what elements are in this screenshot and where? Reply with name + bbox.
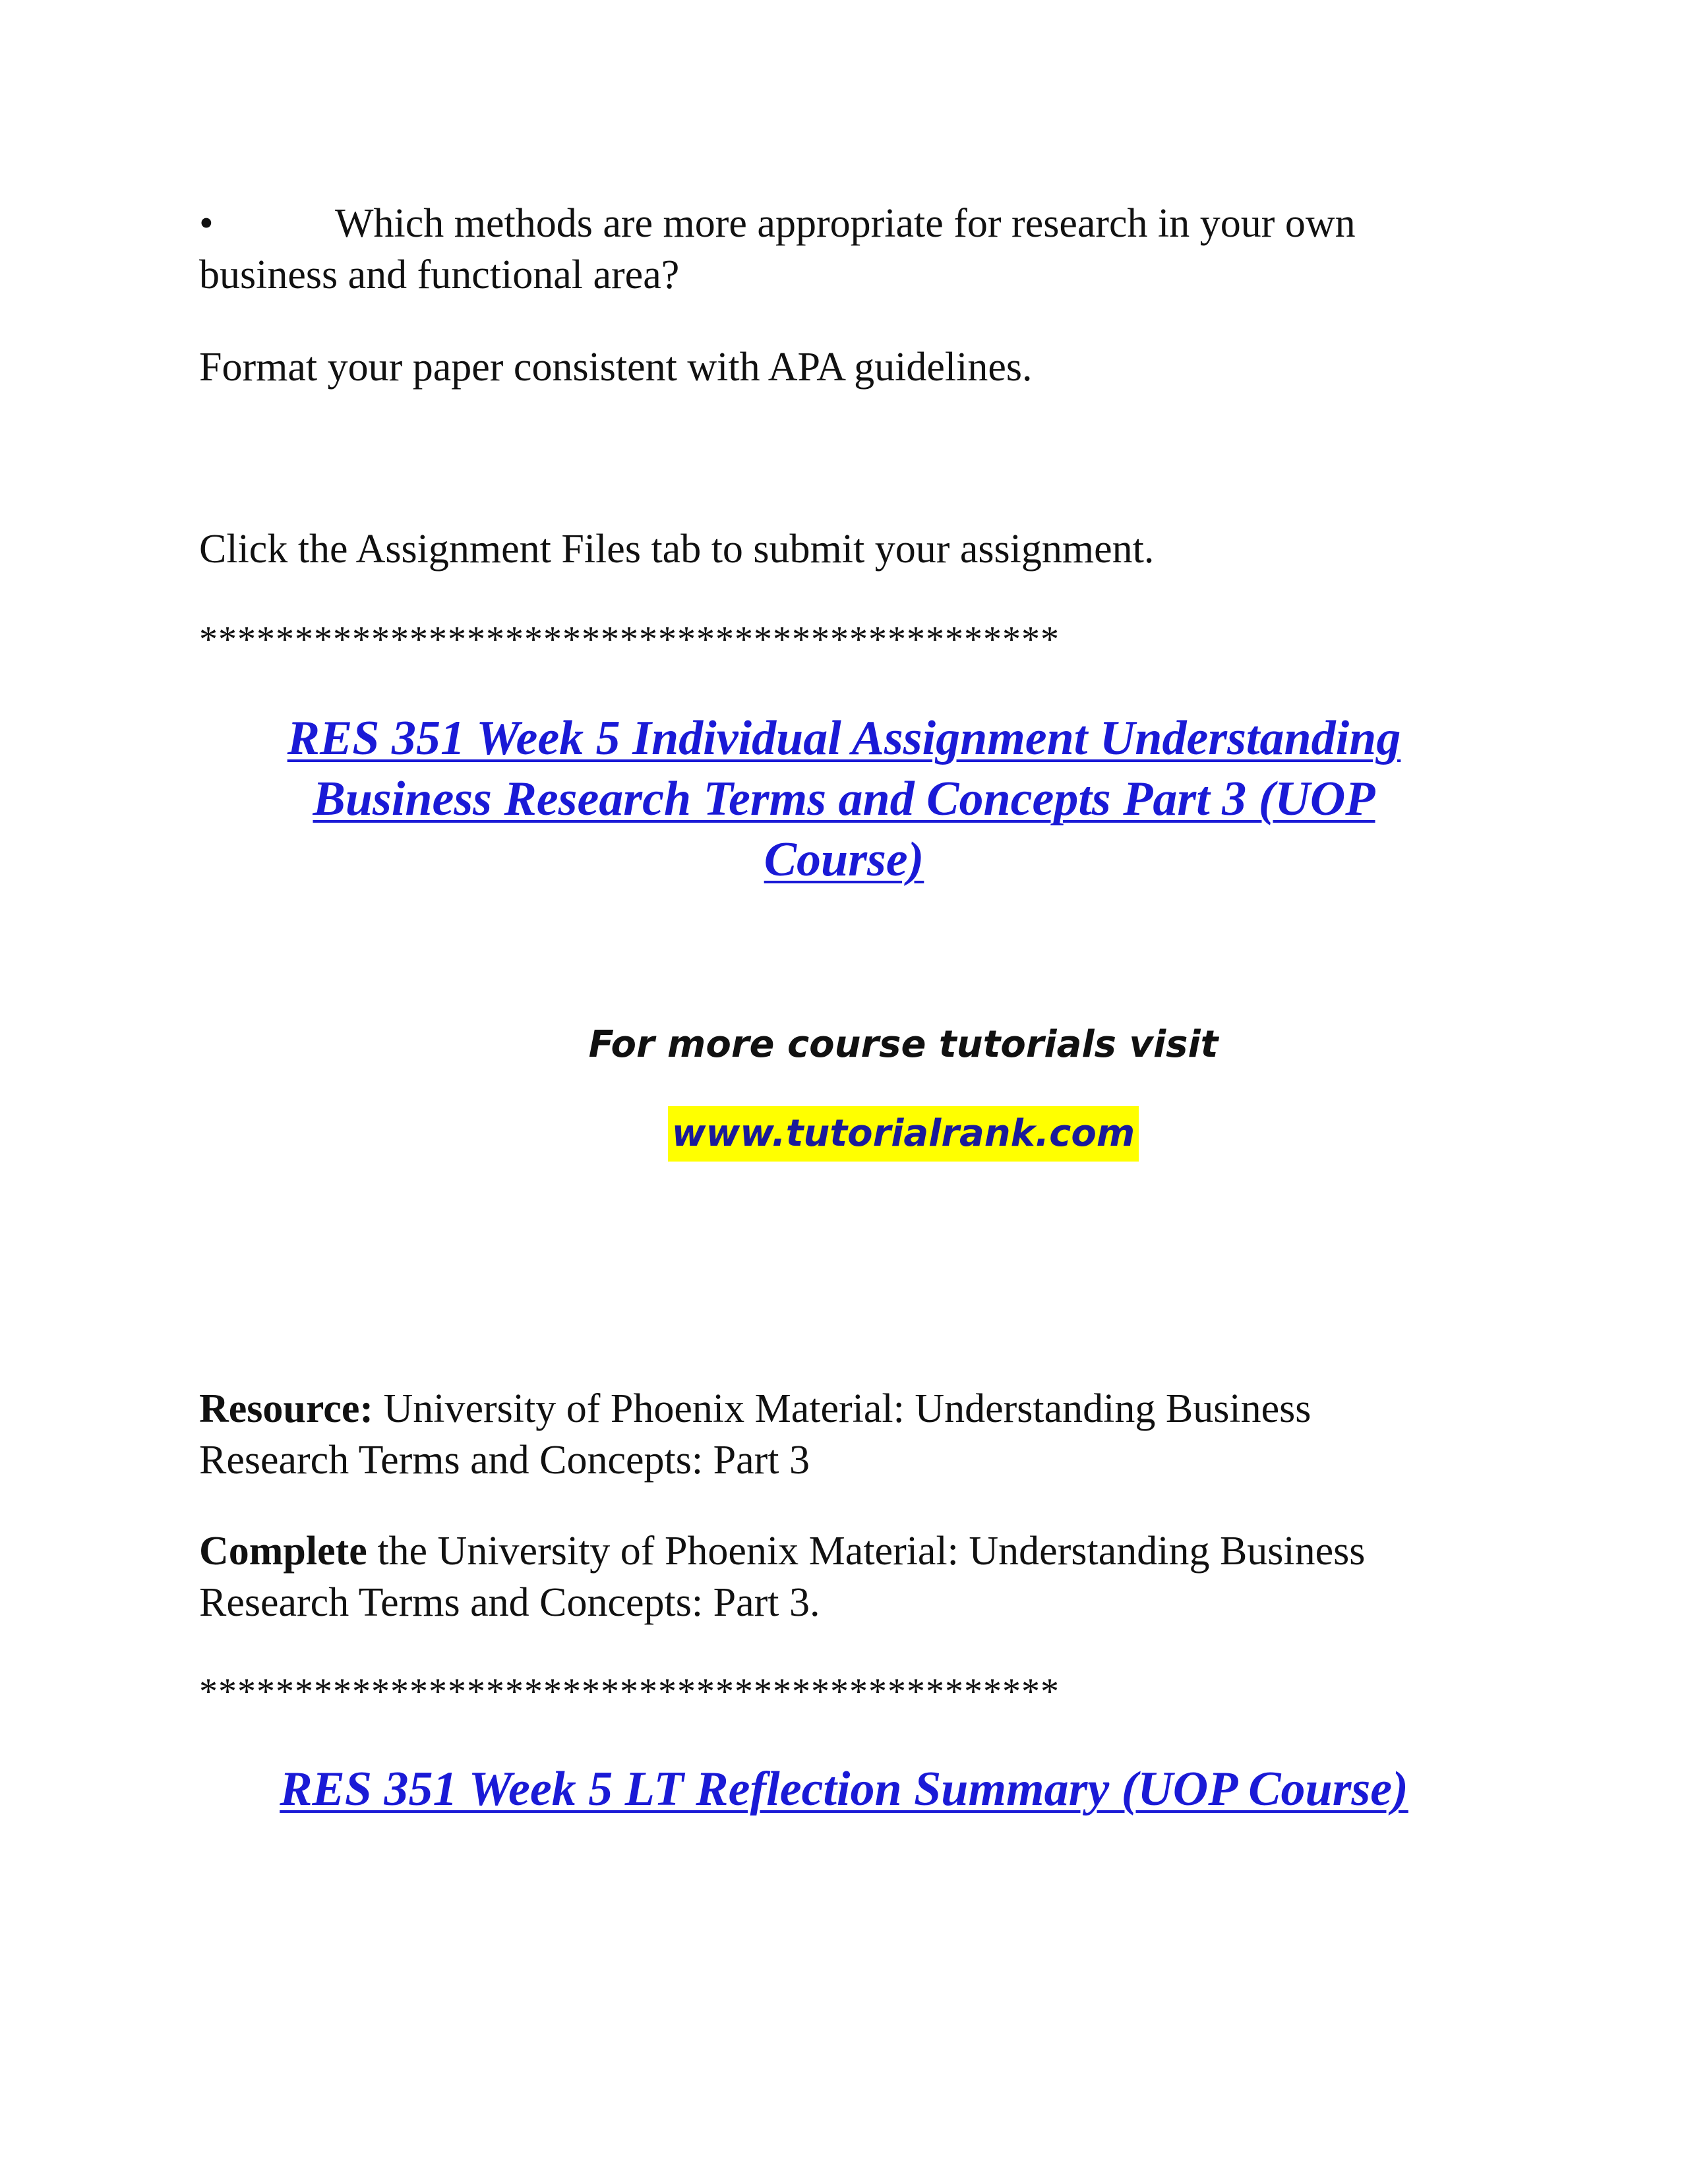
separator-stars: ********************************************* <box>199 619 1060 660</box>
assignment-title-line-1[interactable]: RES 351 Week 5 Individual Assignment Understanding <box>287 711 1401 765</box>
separator-stars-2: ********************************************* <box>199 1671 1060 1712</box>
promo-url-container <box>59 1106 1688 1162</box>
promo-url-link[interactable]: www.tutorialrank.com <box>668 1106 1139 1162</box>
format-note: Format your paper consistent with APA guidelines. <box>199 345 1033 390</box>
assignment-title-line-3[interactable]: Course) <box>764 833 924 887</box>
complete-paragraph <box>199 1525 1492 1628</box>
resource-text-1: University of Phoenix Material: Understanding Business <box>373 1386 1311 1431</box>
submit-note: Click the Assignment Files tab to submit your assignment. <box>199 527 1155 572</box>
complete-label: Complete <box>199 1529 367 1574</box>
assignment-title-line-2[interactable]: Business Research Terms and Concepts Part 3 (UOP <box>313 772 1375 826</box>
bullet-text-1: Which methods are more appropriate for research in your own <box>335 201 1356 246</box>
promo-text: For more course tutorials visit <box>588 1023 1219 1066</box>
bullet-icon: • <box>199 201 214 246</box>
reflection-title-link[interactable]: RES 351 Week 5 LT Reflection Summary (UOP Course) <box>280 1762 1408 1816</box>
bullet-line-1 <box>199 201 1356 246</box>
bullet-text-2: business and functional area? <box>199 252 680 297</box>
resource-label: Resource: <box>199 1386 373 1431</box>
assignment-title-link[interactable] <box>198 708 1490 890</box>
complete-text-2: Research Terms and Concepts: Part 3. <box>199 1580 820 1625</box>
resource-text-2: Research Terms and Concepts: Part 3 <box>199 1438 810 1483</box>
resource-paragraph <box>199 1383 1492 1486</box>
bullet-question <box>199 198 1492 301</box>
complete-text-1: the University of Phoenix Material: Understanding Business <box>367 1529 1366 1574</box>
